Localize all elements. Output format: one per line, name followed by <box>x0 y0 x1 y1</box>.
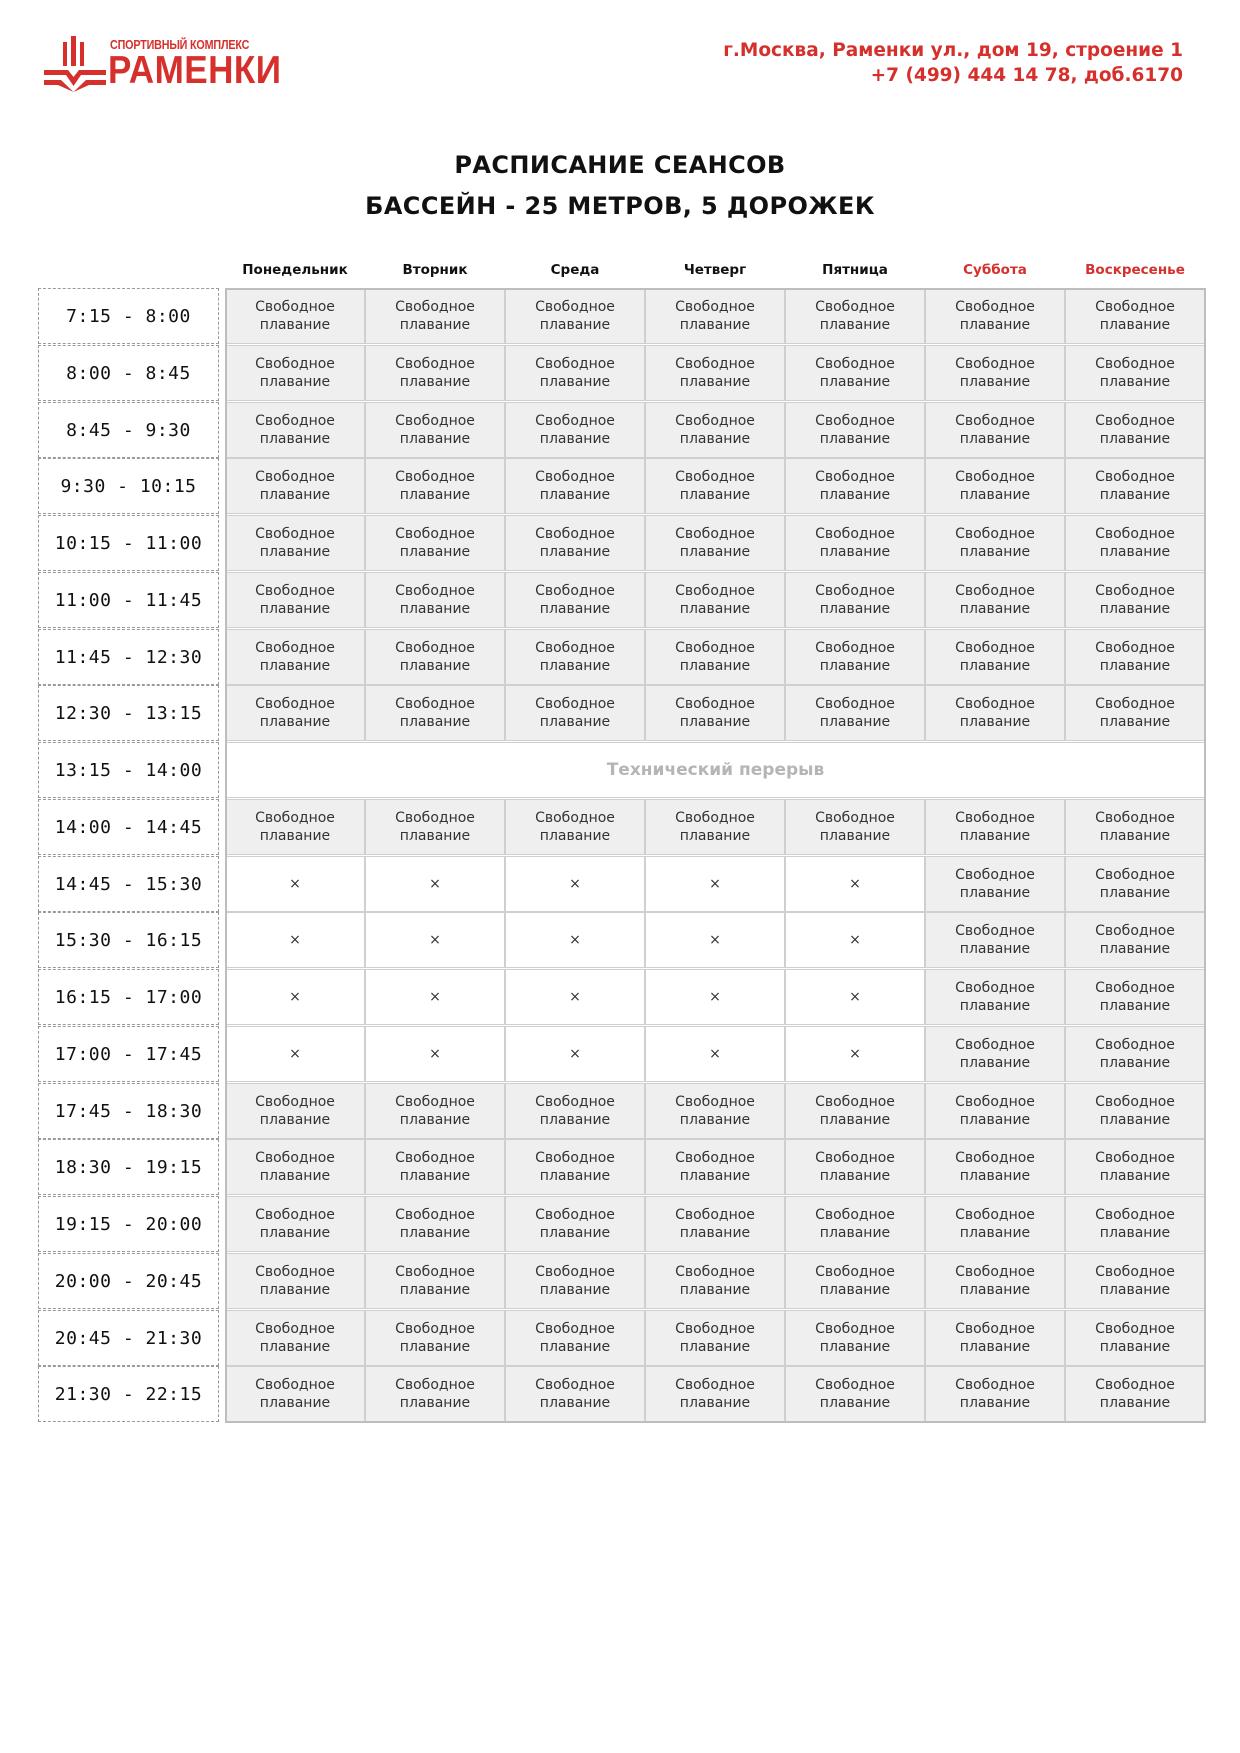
session-cell <box>925 912 1065 968</box>
session-cell <box>505 629 645 685</box>
session-cell <box>645 572 785 628</box>
session-cell <box>645 515 785 571</box>
time-slot: 13:15 - 14:00 <box>38 742 219 798</box>
closed-cell: × <box>365 1026 505 1082</box>
session-cell <box>925 1253 1065 1309</box>
session-label: Свободное плавание <box>395 640 475 674</box>
session-cell <box>785 1196 925 1252</box>
phone: +7 (499) 444 14 78, доб.6170 <box>870 65 1183 86</box>
closed-cell: × <box>505 912 645 968</box>
day-header: Пятница <box>822 262 888 278</box>
session-cell <box>785 572 925 628</box>
session-label: Свободное плавание <box>815 1094 895 1128</box>
session-label: Свободное плавание <box>675 413 755 447</box>
session-label: Свободное плавание <box>815 583 895 617</box>
session-label: Свободное плавание <box>955 923 1035 957</box>
session-cell <box>785 1366 925 1422</box>
session-cell <box>505 1253 645 1309</box>
session-cell <box>1065 912 1205 968</box>
session-cell <box>225 288 365 344</box>
time-slot: 17:00 - 17:45 <box>38 1026 219 1082</box>
session-cell <box>225 1366 365 1422</box>
session-label: Свободное плавание <box>395 1207 475 1241</box>
session-label: Свободное плавание <box>955 469 1035 503</box>
session-label: Свободное плавание <box>535 526 615 560</box>
session-cell <box>365 685 505 741</box>
session-label: Свободное плавание <box>255 1321 335 1355</box>
session-label: Свободное плавание <box>535 1094 615 1128</box>
session-label: Свободное плавание <box>535 1264 615 1298</box>
session-label: Свободное плавание <box>815 640 895 674</box>
closed-cell: × <box>645 1026 785 1082</box>
session-label: Свободное плавание <box>955 980 1035 1014</box>
session-label: Свободное плавание <box>395 583 475 617</box>
time-slot: 20:00 - 20:45 <box>38 1253 219 1309</box>
session-cell <box>785 1310 925 1366</box>
session-cell <box>645 685 785 741</box>
session-cell <box>365 345 505 401</box>
session-cell <box>785 345 925 401</box>
session-label: Свободное плавание <box>395 1094 475 1128</box>
session-cell <box>1065 1083 1205 1139</box>
session-cell <box>925 799 1065 855</box>
session-label: Свободное плавание <box>955 867 1035 901</box>
session-cell <box>365 515 505 571</box>
session-label: Свободное плавание <box>395 526 475 560</box>
session-cell <box>225 629 365 685</box>
session-cell <box>785 799 925 855</box>
session-label: Свободное плавание <box>395 356 475 390</box>
closed-cell: × <box>365 969 505 1025</box>
session-label: Свободное плавание <box>255 583 335 617</box>
session-label: Свободное плавание <box>955 1150 1035 1184</box>
session-cell <box>925 345 1065 401</box>
session-cell <box>225 685 365 741</box>
session-cell <box>1065 345 1205 401</box>
session-label: Свободное плавание <box>1095 1094 1175 1128</box>
session-label: Свободное плавание <box>255 810 335 844</box>
session-label: Свободное плавание <box>1095 1037 1175 1071</box>
session-label: Свободное плавание <box>535 299 615 333</box>
time-slot: 12:30 - 13:15 <box>38 685 219 741</box>
session-label: Свободное плавание <box>675 810 755 844</box>
session-label: Свободное плавание <box>535 1207 615 1241</box>
session-cell <box>1065 402 1205 458</box>
session-cell <box>505 572 645 628</box>
session-cell <box>1065 572 1205 628</box>
session-cell <box>1065 288 1205 344</box>
session-cell <box>1065 1253 1205 1309</box>
session-label: Свободное плавание <box>1095 980 1175 1014</box>
session-label: Свободное плавание <box>255 1264 335 1298</box>
session-label: Свободное плавание <box>535 356 615 390</box>
session-label: Свободное плавание <box>255 1150 335 1184</box>
session-label: Свободное плавание <box>395 696 475 730</box>
technical-break: Технический перерыв <box>225 742 1206 798</box>
session-cell <box>225 402 365 458</box>
closed-cell: × <box>645 856 785 912</box>
session-cell <box>645 1310 785 1366</box>
session-cell <box>785 402 925 458</box>
closed-cell: × <box>505 1026 645 1082</box>
session-cell <box>365 1083 505 1139</box>
schedule-grid <box>225 288 1206 1423</box>
session-cell <box>645 402 785 458</box>
session-cell <box>365 1196 505 1252</box>
session-cell <box>505 515 645 571</box>
session-cell <box>1065 515 1205 571</box>
title-line-1: РАСПИСАНИЕ СЕАНСОВ <box>454 151 786 179</box>
session-label: Свободное плавание <box>815 1377 895 1411</box>
session-cell <box>925 629 1065 685</box>
session-cell <box>925 288 1065 344</box>
session-cell <box>785 1253 925 1309</box>
session-label: Свободное плавание <box>255 299 335 333</box>
session-label: Свободное плавание <box>815 299 895 333</box>
closed-cell: × <box>785 912 925 968</box>
closed-cell: × <box>785 856 925 912</box>
session-cell <box>925 402 1065 458</box>
session-cell <box>365 1139 505 1195</box>
session-label: Свободное плавание <box>955 696 1035 730</box>
session-cell <box>1065 629 1205 685</box>
session-label: Свободное плавание <box>675 469 755 503</box>
page-title <box>0 145 1240 227</box>
time-slot: 18:30 - 19:15 <box>38 1139 219 1195</box>
address: г.Москва, Раменки ул., дом 19, строение 1 <box>723 40 1183 61</box>
time-slot: 9:30 - 10:15 <box>38 458 219 514</box>
session-cell <box>645 1083 785 1139</box>
session-label: Свободное плавание <box>955 1264 1035 1298</box>
session-label: Свободное плавание <box>675 1207 755 1241</box>
time-slot: 20:45 - 21:30 <box>38 1310 219 1366</box>
session-label: Свободное плавание <box>535 1377 615 1411</box>
closed-cell: × <box>225 912 365 968</box>
session-label: Свободное плавание <box>955 810 1035 844</box>
session-label: Свободное плавание <box>955 526 1035 560</box>
session-label: Свободное плавание <box>1095 1207 1175 1241</box>
session-cell <box>365 458 505 514</box>
day-header: Понедельник <box>242 262 348 278</box>
session-label: Свободное плавание <box>815 810 895 844</box>
session-label: Свободное плавание <box>675 526 755 560</box>
session-label: Свободное плавание <box>675 299 755 333</box>
session-cell <box>645 345 785 401</box>
session-cell <box>225 1253 365 1309</box>
closed-cell: × <box>225 856 365 912</box>
session-label: Свободное плавание <box>395 1150 475 1184</box>
session-label: Свободное плавание <box>675 583 755 617</box>
closed-cell: × <box>645 912 785 968</box>
time-slot: 8:45 - 9:30 <box>38 402 219 458</box>
session-cell <box>505 799 645 855</box>
session-label: Свободное плавание <box>255 526 335 560</box>
session-label: Свободное плавание <box>255 1094 335 1128</box>
logo-name: РАМЕНКИ <box>108 49 282 92</box>
session-cell <box>365 1310 505 1366</box>
closed-cell: × <box>785 1026 925 1082</box>
session-label: Свободное плавание <box>395 1264 475 1298</box>
session-label: Свободное плавание <box>395 469 475 503</box>
session-cell <box>365 402 505 458</box>
session-label: Свободное плавание <box>255 696 335 730</box>
session-label: Свободное плавание <box>535 696 615 730</box>
session-label: Свободное плавание <box>815 356 895 390</box>
session-cell <box>225 799 365 855</box>
session-cell <box>1065 1366 1205 1422</box>
session-cell <box>645 1253 785 1309</box>
closed-cell: × <box>505 856 645 912</box>
time-slot: 7:15 - 8:00 <box>38 288 219 344</box>
session-label: Свободное плавание <box>1095 356 1175 390</box>
session-label: Свободное плавание <box>1095 583 1175 617</box>
session-label: Свободное плавание <box>1095 867 1175 901</box>
session-cell <box>505 1366 645 1422</box>
session-cell <box>505 1310 645 1366</box>
session-label: Свободное плавание <box>535 810 615 844</box>
session-label: Свободное плавание <box>955 1037 1035 1071</box>
time-slot: 17:45 - 18:30 <box>38 1083 219 1139</box>
session-label: Свободное плавание <box>675 1150 755 1184</box>
day-header: Вторник <box>402 262 468 278</box>
session-label: Свободное плавание <box>815 1321 895 1355</box>
session-label: Свободное плавание <box>815 413 895 447</box>
session-cell <box>225 515 365 571</box>
session-label: Свободное плавание <box>955 1321 1035 1355</box>
session-label: Свободное плавание <box>535 1150 615 1184</box>
session-cell <box>225 1196 365 1252</box>
day-header: Суббота <box>963 262 1027 278</box>
closed-cell: × <box>505 969 645 1025</box>
session-label: Свободное плавание <box>955 1094 1035 1128</box>
session-label: Свободное плавание <box>1095 1150 1175 1184</box>
session-label: Свободное плавание <box>395 1377 475 1411</box>
session-cell <box>225 345 365 401</box>
session-cell <box>645 458 785 514</box>
time-slot: 19:15 - 20:00 <box>38 1196 219 1252</box>
session-label: Свободное плавание <box>1095 696 1175 730</box>
session-label: Свободное плавание <box>815 696 895 730</box>
logo <box>44 36 282 94</box>
session-label: Свободное плавание <box>955 1377 1035 1411</box>
session-cell <box>1065 685 1205 741</box>
session-label: Свободное плавание <box>815 1150 895 1184</box>
session-label: Свободное плавание <box>395 299 475 333</box>
session-cell <box>1065 799 1205 855</box>
time-slot: 10:15 - 11:00 <box>38 515 219 571</box>
session-cell <box>505 1196 645 1252</box>
session-label: Свободное плавание <box>955 640 1035 674</box>
session-cell <box>925 572 1065 628</box>
session-cell <box>365 799 505 855</box>
session-cell <box>645 288 785 344</box>
time-slot: 14:45 - 15:30 <box>38 856 219 912</box>
session-cell <box>645 629 785 685</box>
session-label: Свободное плавание <box>1095 923 1175 957</box>
session-label: Свободное плавание <box>675 356 755 390</box>
session-label: Свободное плавание <box>1095 810 1175 844</box>
session-label: Свободное плавание <box>535 413 615 447</box>
session-cell <box>925 515 1065 571</box>
session-cell <box>925 685 1065 741</box>
session-cell <box>785 288 925 344</box>
session-label: Свободное плавание <box>675 696 755 730</box>
session-label: Свободное плавание <box>1095 299 1175 333</box>
closed-cell: × <box>785 969 925 1025</box>
session-label: Свободное плавание <box>675 1094 755 1128</box>
session-label: Свободное плавание <box>255 1207 335 1241</box>
closed-cell: × <box>365 912 505 968</box>
session-cell <box>1065 458 1205 514</box>
time-slot: 21:30 - 22:15 <box>38 1366 219 1422</box>
session-cell <box>1065 1310 1205 1366</box>
session-cell <box>505 1139 645 1195</box>
session-label: Свободное плавание <box>815 1207 895 1241</box>
session-label: Свободное плавание <box>955 583 1035 617</box>
session-label: Свободное плавание <box>535 469 615 503</box>
session-cell <box>505 345 645 401</box>
session-label: Свободное плавание <box>815 1264 895 1298</box>
ramenki-logo-mark-icon <box>44 36 106 92</box>
session-cell <box>365 288 505 344</box>
closed-cell: × <box>645 969 785 1025</box>
session-cell <box>505 288 645 344</box>
session-cell <box>365 629 505 685</box>
session-label: Свободное плавание <box>1095 413 1175 447</box>
session-label: Свободное плавание <box>1095 640 1175 674</box>
day-header: Четверг <box>683 262 747 278</box>
day-header: Среда <box>550 262 600 278</box>
session-cell <box>225 1083 365 1139</box>
closed-cell: × <box>225 1026 365 1082</box>
session-cell <box>785 1139 925 1195</box>
session-label: Свободное плавание <box>535 1321 615 1355</box>
session-cell <box>1065 856 1205 912</box>
session-cell <box>1065 1026 1205 1082</box>
session-cell <box>225 458 365 514</box>
session-label: Свободное плавание <box>955 299 1035 333</box>
session-cell <box>645 1139 785 1195</box>
time-slot: 14:00 - 14:45 <box>38 799 219 855</box>
session-label: Свободное плавание <box>675 1321 755 1355</box>
time-slot: 15:30 - 16:15 <box>38 912 219 968</box>
session-cell <box>925 969 1065 1025</box>
session-label: Свободное плавание <box>395 810 475 844</box>
session-label: Свободное плавание <box>1095 1264 1175 1298</box>
closed-cell: × <box>225 969 365 1025</box>
session-cell <box>505 1083 645 1139</box>
session-cell <box>365 1366 505 1422</box>
session-label: Свободное плавание <box>955 356 1035 390</box>
session-cell <box>925 856 1065 912</box>
session-label: Свободное плавание <box>535 640 615 674</box>
session-cell <box>505 685 645 741</box>
session-label: Свободное плавание <box>535 583 615 617</box>
session-cell <box>1065 1196 1205 1252</box>
session-cell <box>505 402 645 458</box>
session-cell <box>785 1083 925 1139</box>
session-cell <box>365 572 505 628</box>
session-cell <box>925 1366 1065 1422</box>
time-column <box>38 288 219 1423</box>
session-cell <box>925 1139 1065 1195</box>
session-label: Свободное плавание <box>395 413 475 447</box>
session-label: Свободное плавание <box>675 1377 755 1411</box>
time-slot: 16:15 - 17:00 <box>38 969 219 1025</box>
logo-subtitle: СПОРТИВНЫЙ КОМПЛЕКС <box>110 38 250 52</box>
session-label: Свободное плавание <box>1095 469 1175 503</box>
session-cell <box>645 1196 785 1252</box>
session-cell <box>925 1310 1065 1366</box>
session-cell <box>785 629 925 685</box>
session-cell <box>365 1253 505 1309</box>
session-label: Свободное плавание <box>255 356 335 390</box>
session-label: Свободное плавание <box>255 1377 335 1411</box>
session-label: Свободное плавание <box>955 413 1035 447</box>
contacts <box>723 38 1183 88</box>
closed-cell: × <box>365 856 505 912</box>
session-cell <box>225 1139 365 1195</box>
session-cell <box>645 1366 785 1422</box>
session-cell <box>925 458 1065 514</box>
session-cell <box>1065 969 1205 1025</box>
title-line-2: БАССЕЙН - 25 МЕТРОВ, 5 ДОРОЖЕК <box>365 192 875 220</box>
session-cell <box>925 1083 1065 1139</box>
session-cell <box>925 1196 1065 1252</box>
session-cell <box>785 685 925 741</box>
session-label: Свободное плавание <box>815 469 895 503</box>
day-header: Воскресенье <box>1085 262 1185 278</box>
session-label: Свободное плавание <box>255 469 335 503</box>
session-cell <box>225 1310 365 1366</box>
time-slot: 11:00 - 11:45 <box>38 572 219 628</box>
session-cell <box>645 799 785 855</box>
session-cell <box>785 458 925 514</box>
session-cell <box>1065 1139 1205 1195</box>
session-label: Свободное плавание <box>675 1264 755 1298</box>
session-label: Свободное плавание <box>955 1207 1035 1241</box>
session-label: Свободное плавание <box>1095 1377 1175 1411</box>
session-label: Свободное плавание <box>395 1321 475 1355</box>
session-cell <box>505 458 645 514</box>
session-cell <box>785 515 925 571</box>
session-label: Свободное плавание <box>815 526 895 560</box>
session-cell <box>225 572 365 628</box>
session-cell <box>925 1026 1065 1082</box>
session-label: Свободное плавание <box>255 413 335 447</box>
session-label: Свободное плавание <box>255 640 335 674</box>
time-slot: 11:45 - 12:30 <box>38 629 219 685</box>
session-label: Свободное плавание <box>1095 526 1175 560</box>
time-slot: 8:00 - 8:45 <box>38 345 219 401</box>
session-label: Свободное плавание <box>1095 1321 1175 1355</box>
session-label: Свободное плавание <box>675 640 755 674</box>
